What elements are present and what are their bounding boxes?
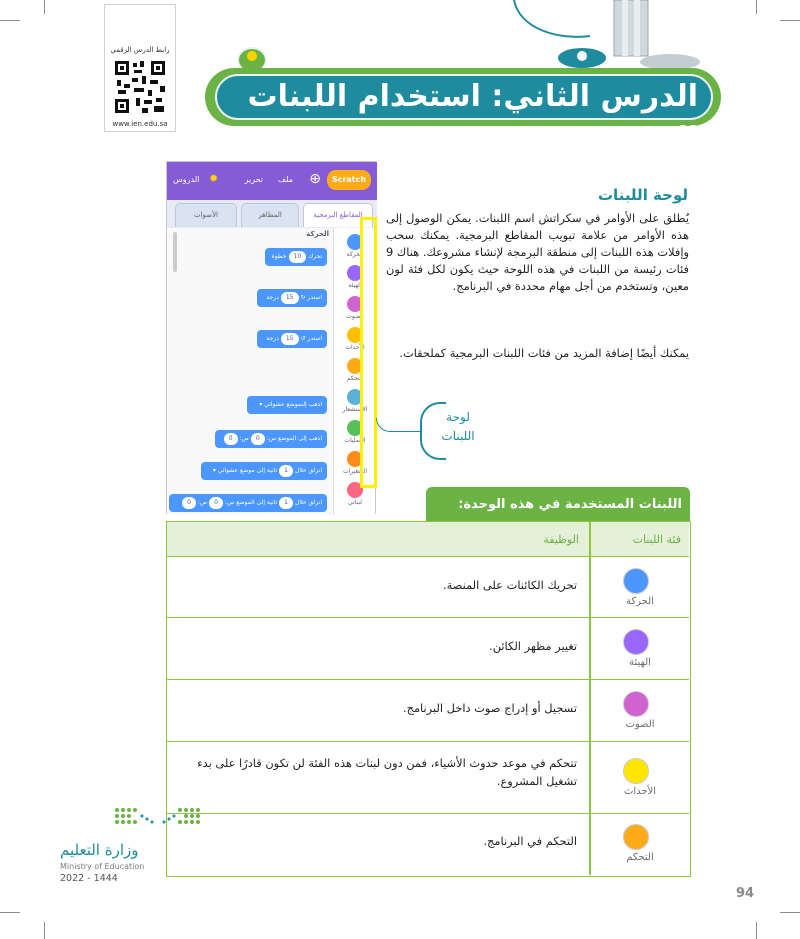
lightbulb-icon: ✹ xyxy=(209,172,219,185)
crop-mark xyxy=(0,20,20,21)
scratch-logo[interactable]: Scratch xyxy=(327,170,371,190)
table-row xyxy=(167,814,689,874)
qr-url[interactable]: www.ien.edu.sa xyxy=(112,120,168,128)
scratch-tabs xyxy=(167,200,377,228)
palette-heading: الحركة xyxy=(306,230,329,238)
category-label: الاستشعار xyxy=(342,406,368,413)
block-input[interactable]: 10 xyxy=(289,251,307,263)
category-label: التحكم xyxy=(346,375,364,382)
table-row xyxy=(167,680,689,742)
ministry-name-en: Ministry of Education xyxy=(60,862,145,871)
category-color-icon xyxy=(623,824,649,850)
block-input[interactable]: 0 xyxy=(251,433,265,445)
section-heading: لوحة اللبنات xyxy=(597,186,688,204)
tab-code[interactable]: المقاطع البرمجية xyxy=(303,203,373,227)
motion-block[interactable] xyxy=(257,289,327,307)
blocks-table xyxy=(166,521,691,877)
motion-block[interactable] xyxy=(247,396,327,414)
category-function: تحريك الكائنات على المنصة. xyxy=(443,578,577,592)
block-suffix: درجة xyxy=(266,335,279,342)
category-function: التحكم في البرنامج. xyxy=(483,834,577,848)
ministry-year: 2022 - 1444 xyxy=(60,873,118,884)
menu-tutorials[interactable]: الدروس xyxy=(173,175,200,184)
block-text: انزلق خلال xyxy=(294,467,322,474)
motion-block[interactable] xyxy=(257,330,327,348)
block-input[interactable]: 0 xyxy=(209,497,223,509)
motion-block[interactable] xyxy=(215,430,327,448)
category-name: الحركة xyxy=(626,596,654,607)
scrollbar[interactable] xyxy=(173,232,177,272)
category-label: الحركة xyxy=(346,251,364,258)
motion-block[interactable] xyxy=(169,494,327,512)
block-input[interactable]: 1 xyxy=(279,497,293,509)
crop-mark xyxy=(756,922,757,939)
motion-block[interactable] xyxy=(201,462,327,480)
blocks-panel-label: لوحة اللبنات xyxy=(441,410,475,443)
category-name: التحكم xyxy=(626,852,654,863)
block-suffix: ص: xyxy=(239,435,249,442)
header-category: فئة اللبنات xyxy=(632,533,681,546)
table-row xyxy=(167,618,689,680)
category-function: تسجيل أو إدراج صوت داخل البرنامج. xyxy=(402,701,577,715)
crop-mark xyxy=(44,0,45,14)
tab-costumes[interactable]: المظاهر xyxy=(241,203,299,227)
category-label: المتغيرات xyxy=(342,468,368,475)
table-title: اللبنات المستخدمة في هذه الوحدة: xyxy=(426,487,690,522)
menu-edit[interactable]: تحرير xyxy=(244,175,263,184)
block-suffix: درجة xyxy=(266,294,279,301)
crop-mark xyxy=(44,922,45,939)
lesson-title: الدرس الثاني: استخدام اللبنات البرمجية xyxy=(247,79,698,156)
crop-mark xyxy=(780,912,800,913)
header-function: الوظيفة xyxy=(543,533,579,546)
category-label: الهيئة xyxy=(348,282,362,289)
ministry-logo-dots-icon xyxy=(112,805,202,835)
category-label: الأحداث xyxy=(345,344,365,351)
category-name: الصوت xyxy=(625,719,655,730)
category-color-icon xyxy=(623,568,649,594)
table-row xyxy=(167,558,689,618)
category-function: تغيير مظهر الكائن. xyxy=(489,639,577,653)
block-text: استدر ↺ xyxy=(300,335,322,342)
category-function: تتحكم في موعد حدوث الأشياء، فمن دون لبنات هذه الفئة لن تكون قادرًا على بدء تشغيل المشروع. xyxy=(197,756,577,788)
block-input[interactable]: 15 xyxy=(281,292,299,304)
qr-label: رابط الدرس الرقمي xyxy=(110,46,170,54)
scratch-menubar xyxy=(167,162,377,200)
motion-block[interactable] xyxy=(265,248,327,266)
connector-line xyxy=(376,418,422,432)
block-palette xyxy=(167,228,335,515)
block-text: اذهب إلى xyxy=(301,401,322,408)
block-suffix: ثانية إلى الموضع س: xyxy=(225,499,278,506)
block-text: استدر ↻ xyxy=(300,294,322,301)
category-label: الصوت xyxy=(346,313,364,320)
scratch-screenshot xyxy=(166,161,376,514)
menu-file[interactable]: ملف xyxy=(277,175,293,184)
block-input[interactable]: 15 xyxy=(281,333,299,345)
table-header xyxy=(167,522,689,557)
category-label: العمليات xyxy=(344,437,366,444)
category-name: الهيئة xyxy=(629,657,651,668)
block-suffix: خطوة xyxy=(271,253,287,260)
qr-code-icon[interactable] xyxy=(114,60,166,114)
crop-mark xyxy=(0,912,20,913)
category-color-icon xyxy=(623,629,649,655)
category-color-icon xyxy=(623,691,649,717)
header-illustration xyxy=(230,0,700,70)
block-suffix: موضع عشوائي ▾ xyxy=(259,401,302,408)
crop-mark xyxy=(780,20,800,21)
intro-paragraph: يُطلق على الأوامر في سكراتش اسم اللبنات. يمكن الوصول إلى هذه الأوامر من علامة تبويب المقاطع البرمجية. يمكنك سحب وإفلات هذه اللبنات إلى منطقة البرمجة لإنشاء مشروعك. هناك 9 فئات رئيسة من اللبنات في هذه اللوحة حيث يكون لكل فئة لون معين، وتستخدم من أجل مهام محددة في البرنامج. xyxy=(386,211,689,293)
block-input[interactable]: 0 xyxy=(224,433,238,445)
block-input[interactable]: 0 xyxy=(182,497,196,509)
globe-icon[interactable]: ⊕ xyxy=(309,171,321,187)
table-row xyxy=(167,742,689,814)
block-text: تحرك xyxy=(308,253,322,260)
extensions-paragraph: يمكنك أيضًا إضافة المزيد من فئات اللبنات البرمجية كملحقات. xyxy=(399,346,689,360)
block-text: انزلق خلال xyxy=(294,499,322,506)
block-suffix: ص: xyxy=(197,499,208,506)
category-name: الأحداث xyxy=(623,786,657,797)
category-label: لبناتي xyxy=(348,499,362,506)
block-suffix: ثانية إلى موضع عشوائي ▾ xyxy=(212,467,278,474)
category-highlight xyxy=(360,217,377,488)
tab-sounds[interactable]: الأصوات xyxy=(175,203,237,227)
page-number: 94 xyxy=(736,886,755,901)
crop-mark xyxy=(756,0,757,14)
category-color-icon xyxy=(623,758,649,784)
block-input[interactable]: 1 xyxy=(279,465,293,477)
ministry-name-ar: وزارة التعليم xyxy=(60,841,139,859)
block-text: اذهب إلى الموضع س: xyxy=(266,435,322,442)
